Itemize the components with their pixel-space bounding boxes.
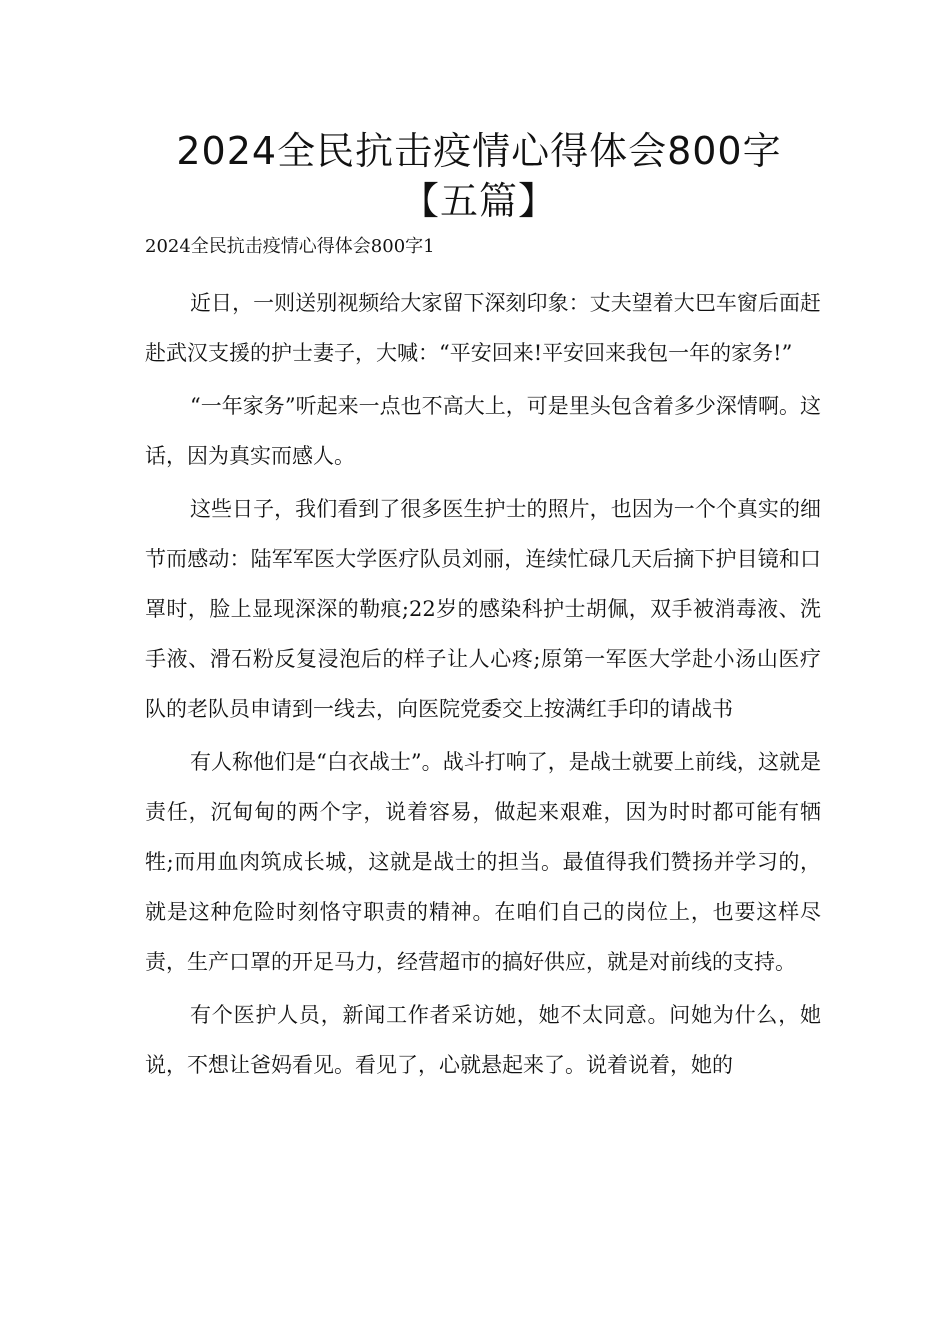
paragraph-1: 近日，一则送别视频给大家留下深刻印象：丈夫望着大巴车窗后面赶赴武汉支援的护士妻子，大喊：“平安回来!平安回来我包一年的家务!”	[145, 291, 821, 365]
paragraph-2: “一年家务”听起来一点也不高大上，可是里头包含着多少深情啊。这话，因为真实而感人。	[145, 394, 821, 468]
document-title: 2024全民抗击疫情心得体会800字【五篇】	[176, 129, 782, 223]
paragraph-4: 有人称他们是“白衣战士”。战斗打响了，是战士就要上前线，这就是责任，沉甸甸的两个字，说着容易，做起来艰难，因为时时都可能有牺牲;而用血肉筑成长城，这就是战士的担当。最值得我们赞扬并学习的，就是这种危险时刻恪守职责的精神。在咱们自己的岗位上，也要这样尽责，生产口罩的开足马力，经营超市的搞好供应，就是对前线的支持。	[145, 750, 821, 974]
section-heading: 2024全民抗击疫情心得体会800字1	[145, 236, 435, 257]
paragraph-5: 有个医护人员，新闻工作者采访她，她不太同意。问她为什么，她说，不想让爸妈看见。看见了，心就悬起来了。说着说着，她的	[145, 1003, 821, 1077]
paragraph-3: 这些日子，我们看到了很多医生护士的照片，也因为一个个真实的细节而感动：陆军军医大学医疗队员刘丽，连续忙碌几天后摘下护目镜和口罩时，脸上显现深深的勒痕;22岁的感染科护士胡佩，双手被消毒液、洗手液、滑石粉反复浸泡后的样子让人心疼;原第一军医大学赴小汤山医疗队的老队员申请到一线去，向医院党委交上按满红手印的请战书	[145, 497, 821, 721]
